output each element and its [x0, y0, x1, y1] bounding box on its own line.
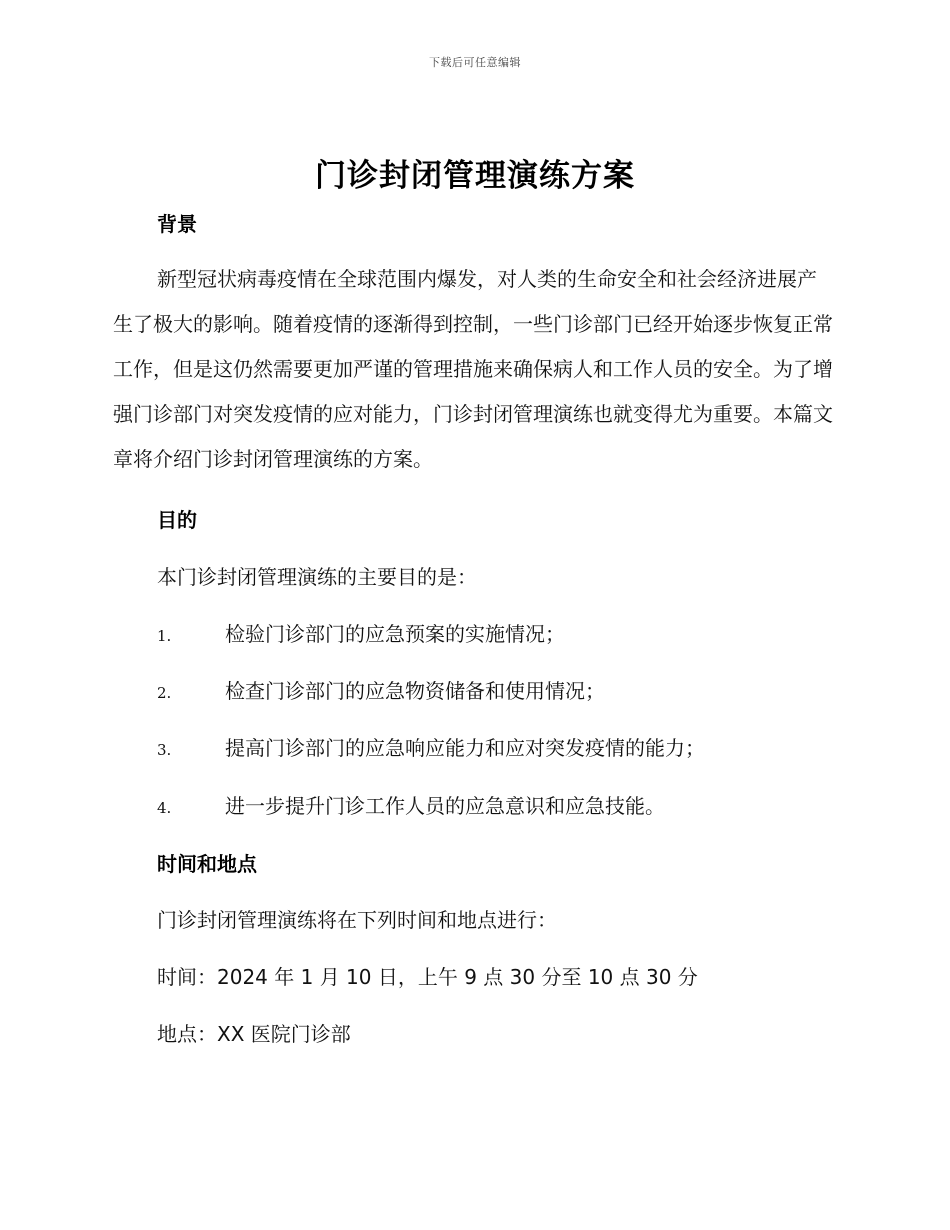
section-heading-time-place: 时间和地点	[157, 852, 257, 876]
page-header-note: 下载后可任意编辑	[429, 56, 521, 69]
event-time: 时间：2024 年 1 月 10 日，上午 9 点 30 分至 10 点 30 分	[157, 965, 698, 989]
list-item-text: 检查门诊部门的应急物资储备和使用情况；	[225, 679, 605, 703]
time-place-intro: 门诊封闭管理演练将在下列时间和地点进行：	[157, 908, 557, 932]
purpose-intro: 本门诊封闭管理演练的主要目的是：	[157, 565, 477, 589]
event-place: 地点：XX 医院门诊部	[157, 1022, 351, 1046]
section-heading-background: 背景	[157, 212, 197, 236]
background-paragraph	[113, 257, 835, 482]
list-item	[157, 790, 857, 819]
list-item	[157, 732, 857, 761]
list-item-number: 3.	[157, 741, 172, 759]
list-item-number: 2.	[157, 684, 172, 702]
list-item-number: 1.	[157, 627, 172, 645]
document-title: 门诊封闭管理演练方案	[315, 158, 635, 194]
list-item-text: 进一步提升门诊工作人员的应急意识和应急技能。	[225, 794, 665, 818]
section-heading-purpose: 目的	[157, 508, 197, 532]
list-item	[157, 618, 857, 647]
list-item	[157, 675, 857, 704]
background-paragraph-text: 新型冠状病毒疫情在全球范围内爆发，对人类的生命安全和社会经济进展产生了极大的影响。随着疫情的逐渐得到控制，一些门诊部门已经开始逐步恢复正常工作，但是这仍然需要更加严谨的管理措施来确保病人和工作人员的安全。为了增强门诊部门对突发疫情的应对能力，门诊封闭管理演练也就变得尤为重要。本篇文章将介绍门诊封闭管理演练的方案。	[113, 267, 833, 471]
list-item-number: 4.	[157, 799, 172, 817]
list-item-text: 提高门诊部门的应急响应能力和应对突发疫情的能力；	[225, 736, 705, 760]
list-item-text: 检验门诊部门的应急预案的实施情况；	[225, 622, 565, 646]
